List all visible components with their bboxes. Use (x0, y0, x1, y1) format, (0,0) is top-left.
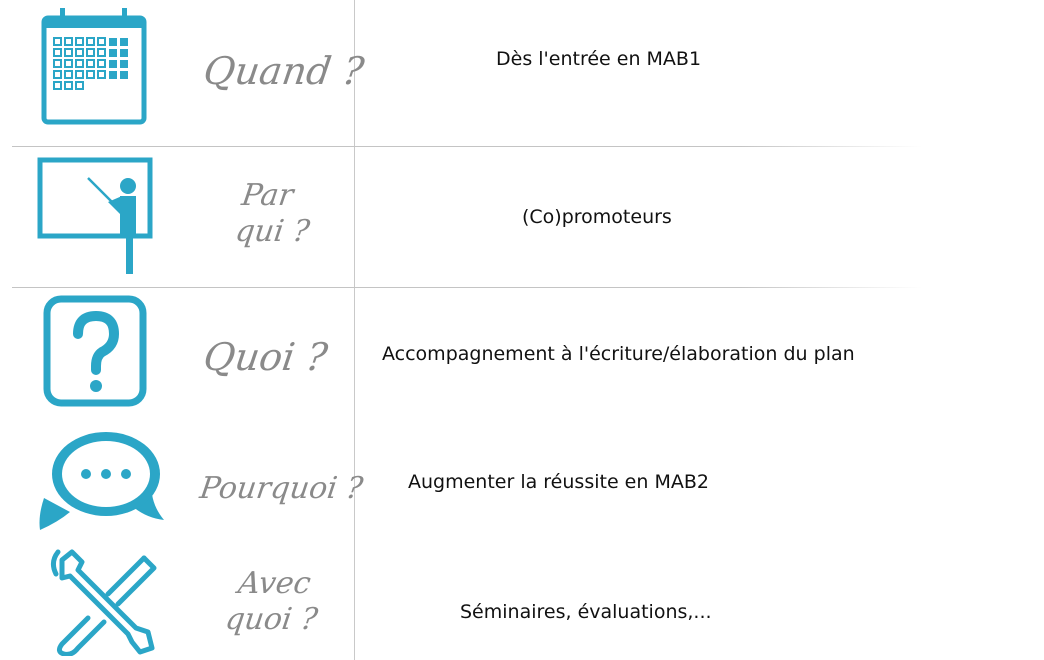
question-label-pourquoi: Pourquoi ? (197, 471, 366, 506)
tools-icon (48, 548, 160, 656)
question-mark-icon (42, 294, 148, 408)
question-label-quand: Quand ? (200, 49, 367, 93)
question-label-quoi: Quoi ? (200, 335, 331, 379)
row-divider (12, 287, 922, 288)
column-divider (354, 0, 355, 660)
speech-bubble-icon (36, 426, 168, 534)
teacher-board-icon (36, 156, 154, 276)
answer-par-qui: (Co)promoteurs (522, 206, 672, 228)
question-line-par: Par (239, 178, 296, 213)
question-line-quoi: quoi ? (223, 602, 320, 637)
row-divider (12, 146, 922, 147)
calendar-icon (40, 8, 148, 126)
question-line-qui: qui ? (233, 214, 312, 249)
question-line-avec: Avec (236, 566, 313, 601)
question-label-avec-quoi (219, 566, 325, 638)
answer-avec-quoi: Séminaires, évaluations,... (460, 601, 712, 623)
answer-quand: Dès l'entrée en MAB1 (496, 48, 702, 70)
answer-quoi: Accompagnement à l'écriture/élaboration du plan (382, 343, 855, 365)
answer-pourquoi: Augmenter la réussite en MAB2 (408, 471, 709, 493)
question-label-par-qui (213, 178, 317, 250)
